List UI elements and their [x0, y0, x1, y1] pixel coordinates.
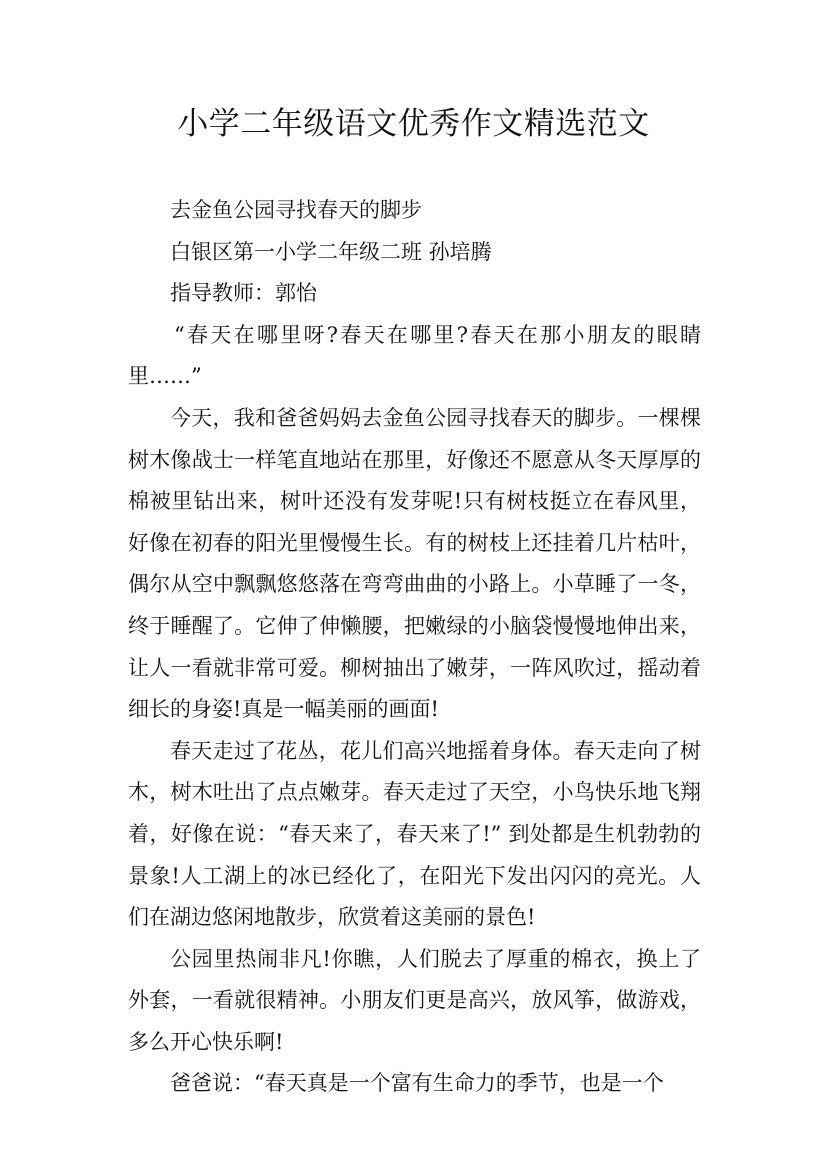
document-title: 小学二年级语文优秀作文精选范文 [177, 106, 650, 142]
author-line: 白银区第一小学二年级二班 孙培腾 [170, 239, 492, 264]
essay-body [128, 190, 701, 1105]
paragraph-lively-park: 公园里热闹非凡!你瞧，人们脱去了厚重的棉衣，换上了外套，一看就很精神。小朋友们更是高兴，放风筝，做游戏，多么开心快乐啊! [128, 946, 701, 1054]
song-quote-paragraph: “春天在哪里呀?春天在哪里?春天在那小朋友的眼睛里……” [128, 322, 701, 389]
essay-title: 去金鱼公园寻找春天的脚步 [170, 198, 422, 222]
teacher-line: 指导教师：郭怡 [170, 281, 317, 306]
paragraph-father-says: 爸爸说：“春天真是一个富有生命力的季节，也是一个 [170, 1071, 664, 1096]
paragraph-spring-walk: 春天走过了花丛，花儿们高兴地摇着身体。春天走向了树木，树木吐出了点点嫩芽。春天走过了天空，小鸟快乐地飞翔着，好像在说：“春天来了，春天来了!” 到处都是生机勃勃的景象!人工湖上的冰已经化了，在阳光下发出闪闪的亮光。人们在湖边悠闲地散步，欣赏着这美丽的景色! [128, 738, 701, 930]
paragraph-park-trees: 今天，我和爸爸妈妈去金鱼公园寻找春天的脚步。一棵棵树木像战士一样笔直地站在那里，好像还不愿意从冬天厚厚的棉被里钻出来，树叶还没有发芽呢!只有树枝挺立在春风里，好像在初春的阳光里慢慢生长。有的树枝上还挂着几片枯叶，偶尔从空中飘飘悠悠落在弯弯曲曲的小路上。小草睡了一冬，终于睡醒了。它伸了伸懒腰，把嫩绿的小脑袋慢慢地伸出来，让人一看就非常可爱。柳树抽出了嫩芽，一阵风吹过，摇动着细长的身姿!真是一幅美丽的画面! [128, 405, 701, 722]
